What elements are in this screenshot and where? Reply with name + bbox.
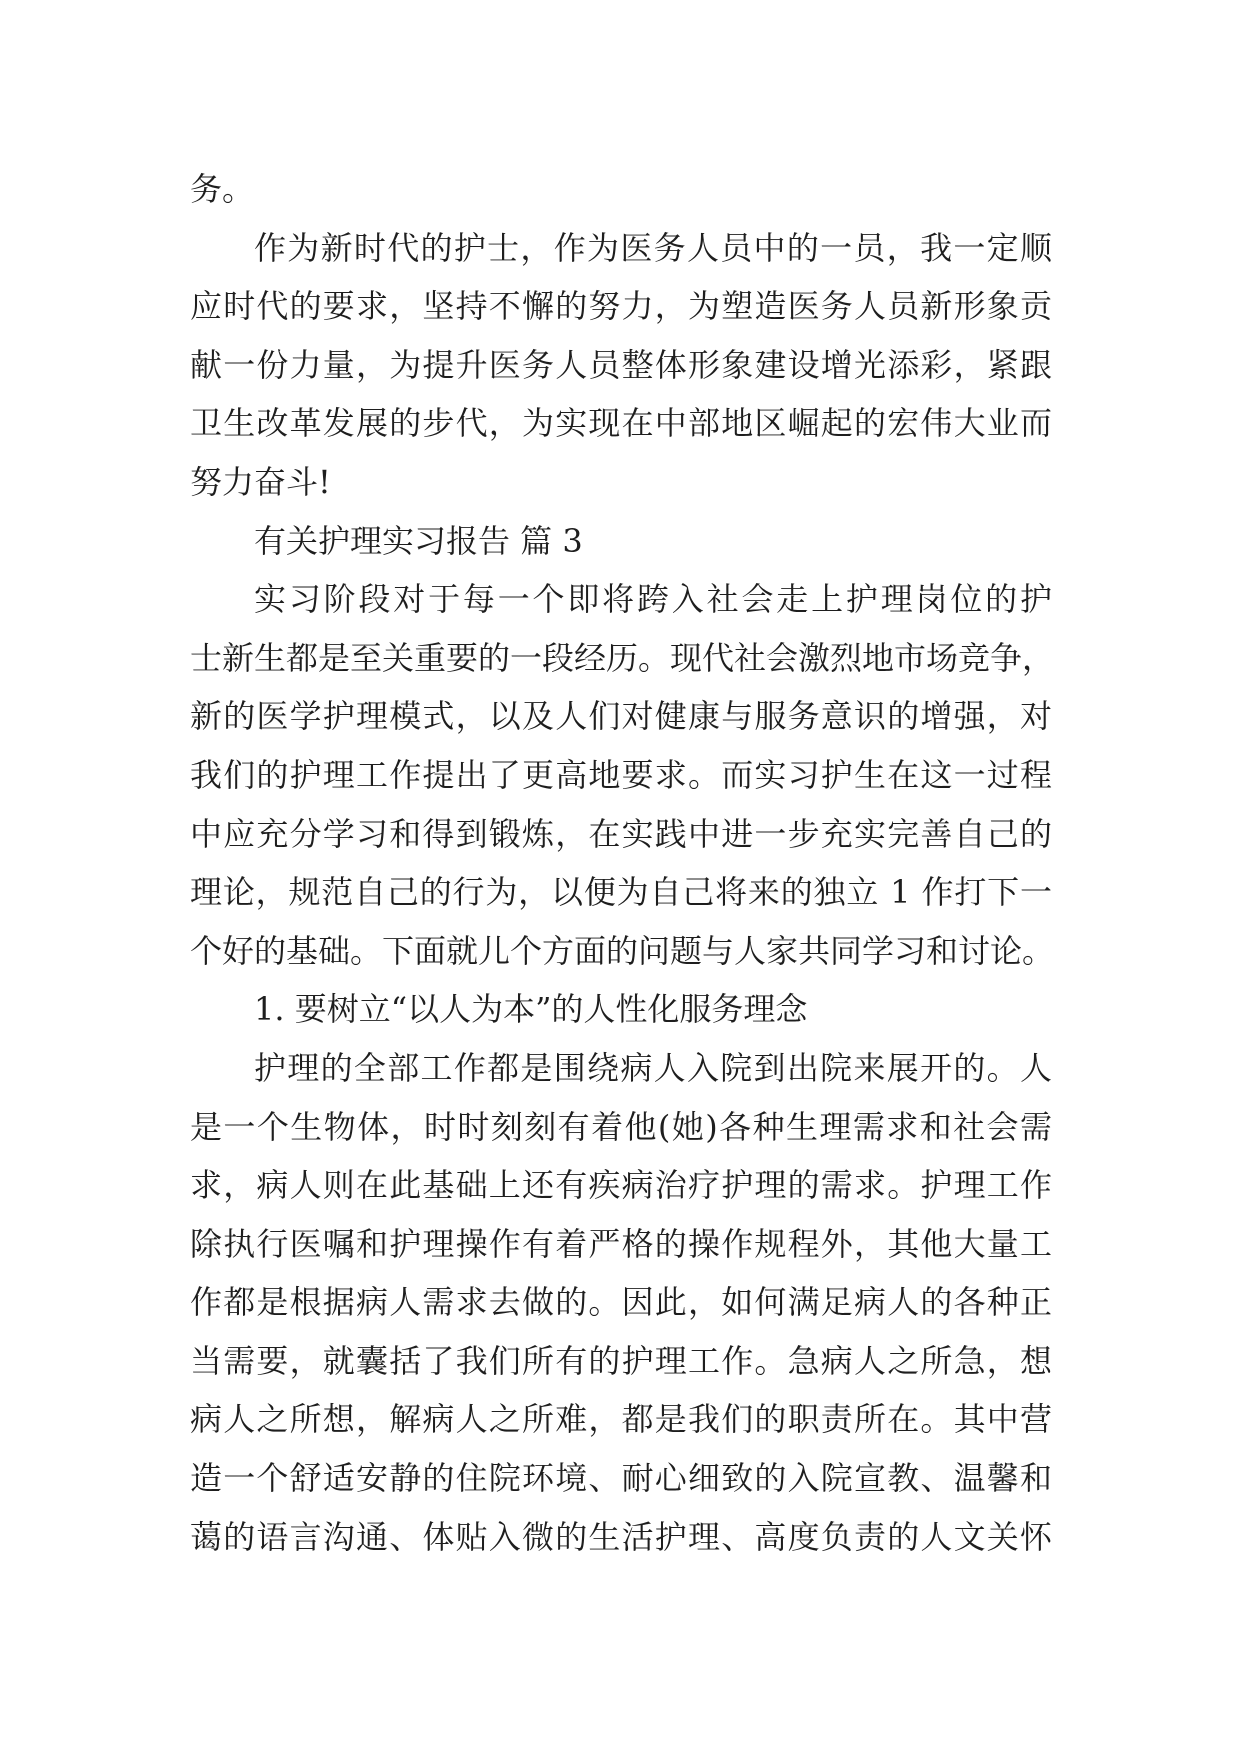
text-line: 作为新时代的护士，作为医务人员中的一员，我一定顺 <box>254 228 1052 267</box>
text-line: 病人之所想，解病人之所难，都是我们的职责所在。其中营 <box>190 1400 1052 1439</box>
text-line: 理论，规范自己的行为，以便为自己将来的独立 1 作打下一 <box>190 873 1052 912</box>
text-line: 我们的护理工作提出了更高地要求。而实习护生在这一过程 <box>190 755 1052 794</box>
text-line: 是一个生物体，时时刻刻有着他(她)各种生理需求和社会需 <box>190 1107 1052 1146</box>
text-line: 当需要，就囊括了我们所有的护理工作。急病人之所急，想 <box>190 1341 1052 1380</box>
text-line: 卫生改革发展的步代，为实现在中部地区崛起的宏伟大业而 <box>190 404 1052 443</box>
text-line: 献一份力量，为提升医务人员整体形象建设增光添彩，紧跟 <box>190 345 1052 384</box>
text-line: 作都是根据病人需求去做的。因此，如何满足病人的各种正 <box>190 1283 1052 1322</box>
text-line: 努力奋斗! <box>190 462 331 501</box>
text-line: 务。 <box>190 170 255 208</box>
text-line: 造一个舒适安静的住院环境、耐心细致的入院宣教、温馨和 <box>190 1459 1052 1498</box>
document-body <box>190 160 1055 1566</box>
text-line: 士新生都是至关重要的一段经历。现代社会激烈地市场竞争， <box>190 638 1055 677</box>
text-line: 求，病人则在此基础上还有疾病治疗护理的需求。护理工作 <box>190 1166 1052 1205</box>
text-line: 实习阶段对于每一个即将跨入社会走上护理岗位的护 <box>254 580 1052 619</box>
text-line: 护理的全部工作都是围绕病人入院到出院来展开的。人 <box>254 1048 1052 1087</box>
text-line: 个好的基础。下面就儿个方面的问题与人家共同学习和讨论。 <box>190 931 1055 970</box>
section-heading: 有关护理实习报告 篇 3 <box>254 521 583 560</box>
subsection-heading: 1. 要树立“以人为本”的人性化服务理念 <box>254 990 808 1029</box>
text-line: 除执行医嘱和护理操作有着严格的操作规程外，其他大量工 <box>190 1224 1052 1263</box>
text-line: 应时代的要求，坚持不懈的努力，为塑造医务人员新形象贡 <box>190 287 1052 326</box>
text-line: 蔼的语言沟通、体贴入微的生活护理、高度负责的人文关怀 <box>190 1517 1052 1556</box>
text-line: 中应充分学习和得到锻炼，在实践中进一步充实完善自己的 <box>190 814 1052 853</box>
text-line: 新的医学护理模式，以及人们对健康与服务意识的增强，对 <box>190 697 1052 736</box>
